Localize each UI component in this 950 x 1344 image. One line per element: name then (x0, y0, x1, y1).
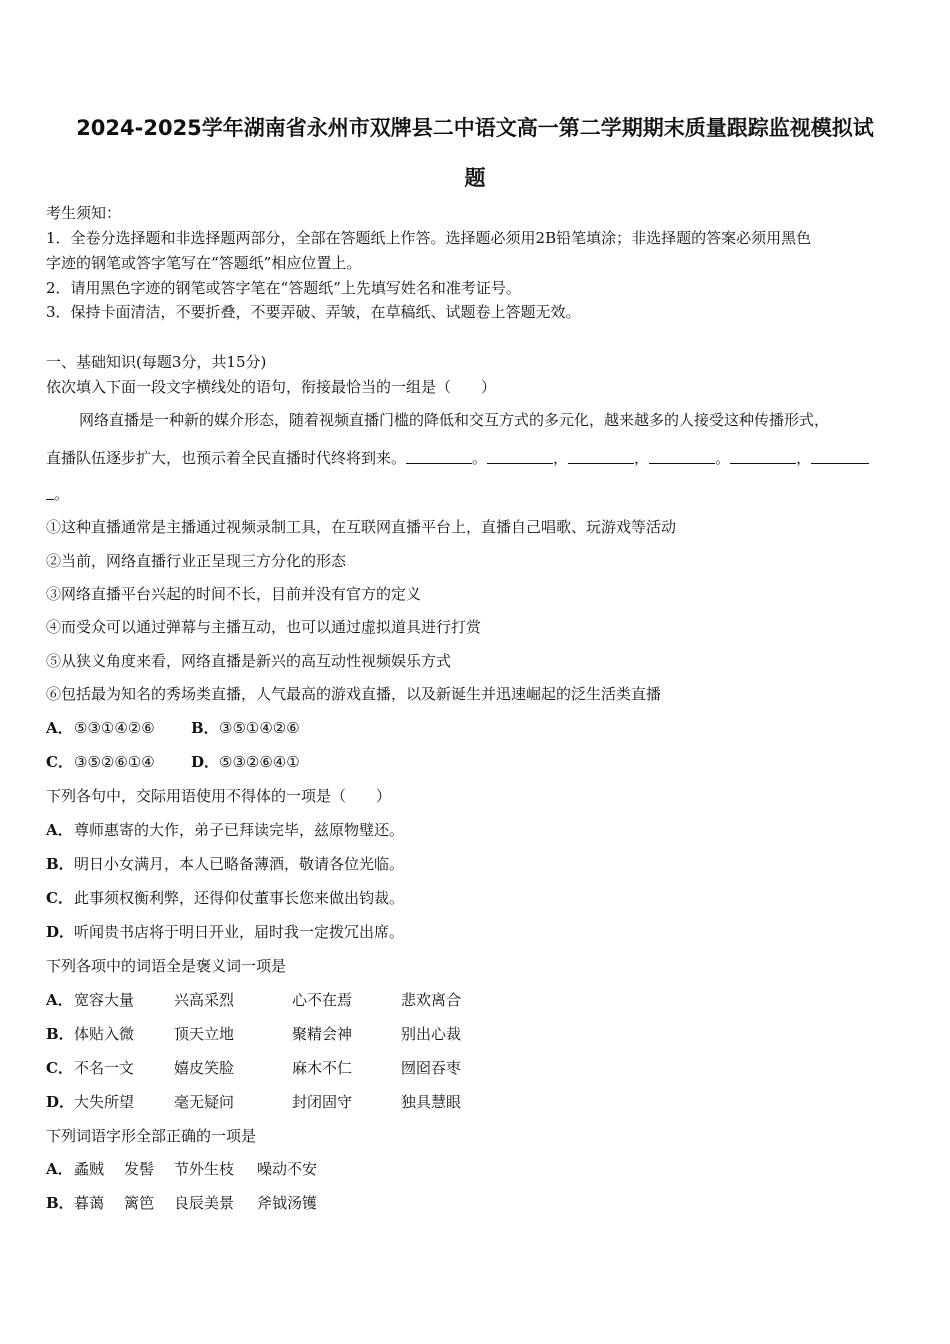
option-text: 明日小女满月，本人已略备薄酒，敬请各位光临。 (74, 855, 405, 873)
option-label: B． (46, 1194, 74, 1212)
separator: ， (796, 449, 812, 467)
word: 独具慧眼 (401, 1093, 462, 1111)
q3-option-c[interactable] (46, 1058, 461, 1078)
blank-2[interactable] (487, 449, 553, 464)
blank-6-cont[interactable] (46, 485, 54, 500)
word: 聚精会神 (292, 1025, 353, 1043)
option-label: D． (46, 923, 75, 941)
word: 暮蔼 (74, 1194, 105, 1212)
option-label: B． (46, 1025, 74, 1043)
q2-option-a[interactable] (46, 820, 404, 840)
blank-4[interactable] (649, 449, 715, 464)
word: 麻木不仁 (292, 1059, 353, 1077)
word: 良辰美景 (174, 1194, 235, 1212)
exam-title-continued: 题 (464, 166, 486, 190)
option-label: A． (46, 821, 73, 839)
section-heading: 一、基础知识(每题3分，共15分) (46, 353, 267, 371)
word: 封闭固守 (292, 1093, 353, 1111)
blank-5[interactable] (730, 449, 796, 464)
q1-sentence-2: ②当前，网络直播行业正呈现三方分化的形态 (46, 552, 347, 570)
blank-1[interactable] (406, 449, 472, 464)
q3-option-d[interactable] (46, 1092, 461, 1112)
q1-sentence-5: ⑤从狭义角度来看，网络直播是新兴的高互动性视频娱乐方式 (46, 652, 452, 670)
separator: ， (553, 449, 569, 467)
separator: 。 (54, 485, 70, 503)
option-label: D． (46, 1093, 75, 1111)
q1-sentence-4: ④而受众可以通过弹幕与主播互动，也可以通过虚拟道具进行打赏 (46, 618, 482, 636)
q1-options-ab (46, 718, 300, 738)
q1-option-b[interactable]: ③⑤①④②⑥ (219, 719, 300, 737)
option-label: A． (46, 719, 73, 737)
q3-option-b[interactable] (46, 1024, 461, 1044)
option-label: D． (191, 753, 220, 771)
word: 不名一文 (74, 1059, 135, 1077)
option-label: B． (191, 719, 219, 737)
word: 心不在焉 (292, 991, 353, 1009)
blank-6[interactable] (811, 449, 869, 464)
q2-option-b[interactable] (46, 854, 404, 874)
exam-title: 2024-2025学年湖南省永州市双牌县二中语文高一第二学期期末质量跟踪监视模拟试 (76, 116, 874, 140)
q1-option-c[interactable]: ③⑤②⑥①④ (74, 753, 155, 771)
word: 斧钺汤镬 (257, 1194, 318, 1212)
notice-item-1: 1．全卷分选择题和非选择题两部分，全部在答题纸上作答。选择题必须用2B铅笔填涂；非选择题的答案必须用黑色 (46, 229, 812, 247)
q1-sentence-1: ①这种直播通常是主播通过视频录制工具，在互联网直播平台上，直播自己唱歌、玩游戏等活动 (46, 518, 677, 536)
notice-item-2: 2．请用黑色字迹的钢笔或答字笔在“答题纸”上先填写姓名和准考证号。 (46, 279, 521, 297)
word: 毫无疑问 (174, 1093, 235, 1111)
q1-stem: 依次填入下面一段文字横线处的语句，衔接最恰当的一组是（ ） (46, 378, 497, 396)
notice-item-3: 3．保持卡面清洁，不要折叠，不要弄破、弄皱，在草稿纸、试题卷上答题无效。 (46, 303, 581, 321)
word: 大失所望 (74, 1093, 135, 1111)
option-label: B． (46, 855, 74, 873)
notice-item-1-cont: 字迹的钢笔或答字笔写在“答题纸”相应位置上。 (46, 254, 362, 272)
option-text: 此事须权衡利弊，还得仰仗董事长您来做出钧裁。 (74, 889, 405, 907)
word: 节外生枝 (174, 1160, 235, 1178)
q3-stem: 下列各项中的词语全是褒义词一项是 (46, 957, 287, 975)
q2-option-c[interactable] (46, 888, 404, 908)
option-label: A． (46, 1160, 73, 1178)
option-text: 听闻贵书店将于明日开业，届时我一定拨冗出席。 (74, 923, 405, 941)
option-label: C． (46, 889, 73, 907)
q1-sentence-6: ⑥包括最为知名的秀场类直播，人气最高的游戏直播，以及新诞生并迅速崛起的泛生活类直播 (46, 685, 662, 703)
word: 宽容大量 (74, 991, 135, 1009)
notice-heading: 考生须知： (46, 204, 122, 222)
word: 嬉皮笑脸 (174, 1059, 235, 1077)
word: 兴高采烈 (174, 991, 235, 1009)
q1-passage-text: 直播队伍逐步扩大，也预示着全民直播时代终将到来。 (46, 449, 407, 467)
q1-passage-end (46, 484, 69, 504)
q4-option-a[interactable] (46, 1159, 317, 1179)
word: 蟊贼 (74, 1160, 105, 1178)
q4-stem: 下列词语字形全部正确的一项是 (46, 1127, 257, 1145)
q1-option-a[interactable]: ⑤③①④②⑥ (74, 719, 155, 737)
word: 篱笆 (124, 1194, 155, 1212)
blank-3[interactable] (568, 449, 634, 464)
q1-passage-cont (46, 448, 869, 468)
separator: 。 (715, 449, 731, 467)
q2-stem: 下列各句中，交际用语使用不得体的一项是（ ） (46, 787, 392, 805)
q1-passage: 网络直播是一种新的媒介形态，随着视频直播门槛的降低和交互方式的多元化，越来越多的人接受这种传播形式， (79, 411, 830, 429)
separator: ， (634, 449, 650, 467)
separator: 。 (472, 449, 488, 467)
q1-options-cd (46, 752, 300, 772)
option-label: A． (46, 991, 73, 1009)
option-label: C． (46, 1059, 73, 1077)
option-text: 尊师惠寄的大作，弟子已拜读完毕，兹原物璧还。 (74, 821, 405, 839)
word: 囫囵吞枣 (401, 1059, 462, 1077)
word: 发髻 (124, 1160, 155, 1178)
word: 体贴入微 (74, 1025, 135, 1043)
word: 噪动不安 (257, 1160, 318, 1178)
option-label: C． (46, 753, 73, 771)
q2-option-d[interactable] (46, 922, 404, 942)
q1-option-d[interactable]: ⑤③②⑥④① (219, 753, 300, 771)
word: 顶天立地 (174, 1025, 235, 1043)
q1-sentence-3: ③网络直播平台兴起的时间不长，目前并没有官方的定义 (46, 585, 422, 603)
word: 悲欢离合 (401, 991, 462, 1009)
word: 别出心裁 (401, 1025, 462, 1043)
q4-option-b[interactable] (46, 1193, 317, 1213)
q3-option-a[interactable] (46, 990, 461, 1010)
